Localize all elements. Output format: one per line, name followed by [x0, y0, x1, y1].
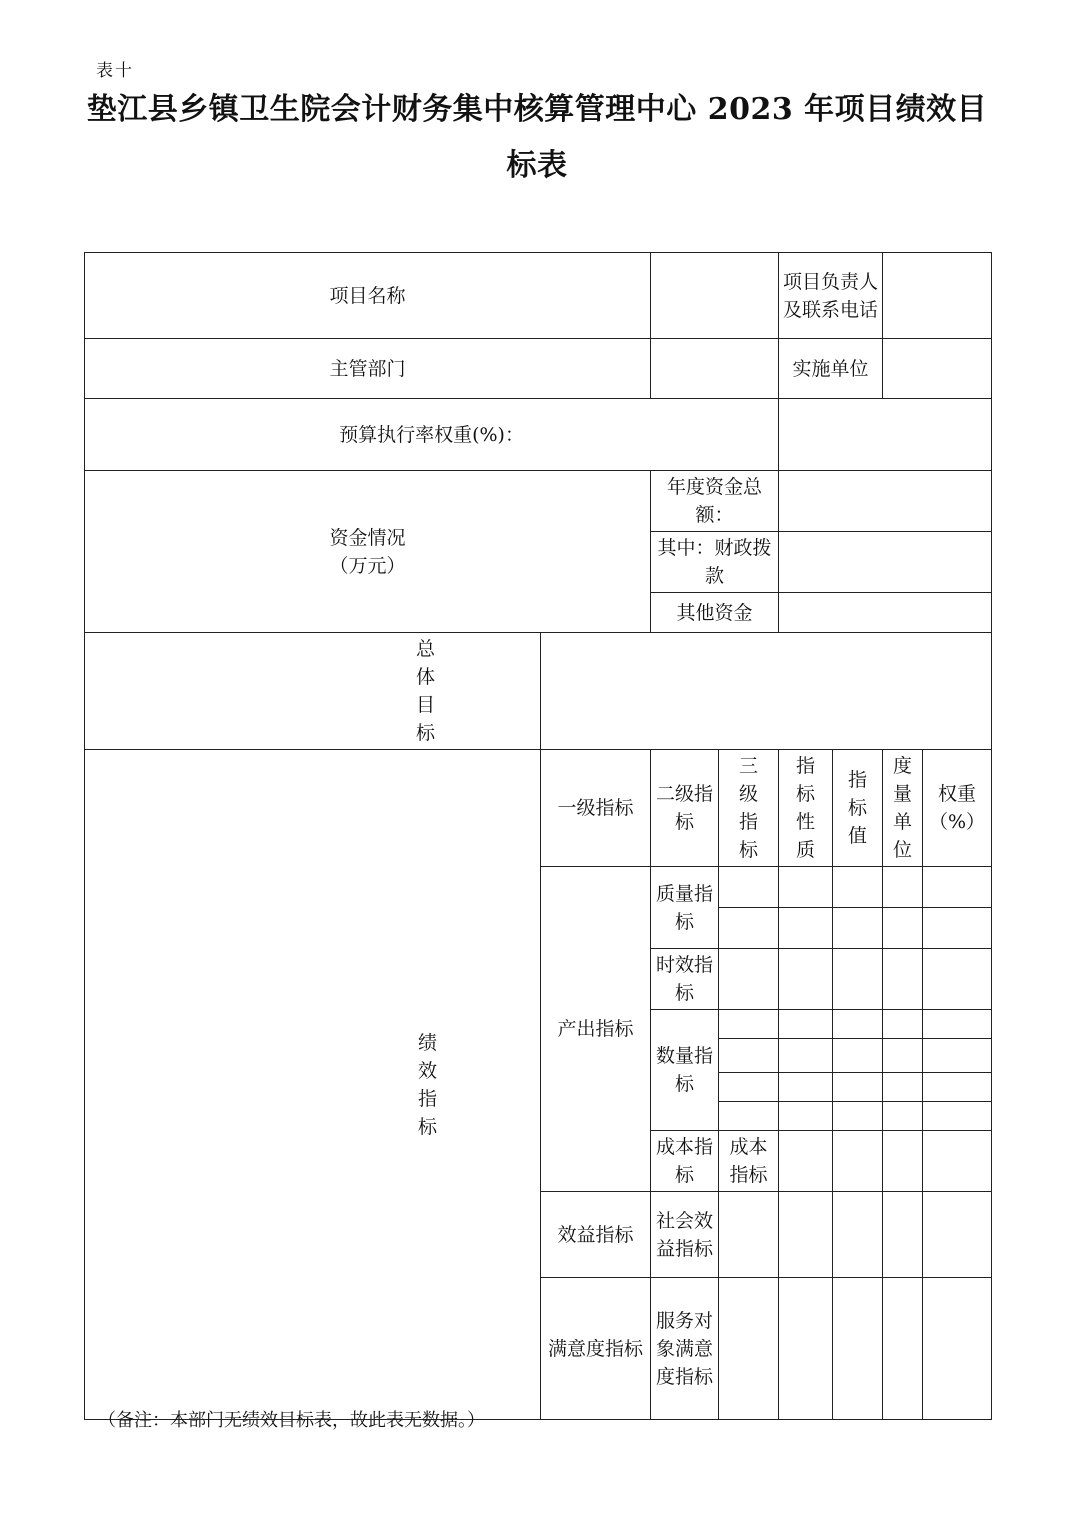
header-level3 [719, 750, 779, 867]
overall-goal-char: 目 [415, 694, 435, 716]
cell[interactable] [779, 1131, 833, 1192]
cell[interactable] [719, 1278, 779, 1420]
header-char: 指 [796, 755, 816, 777]
fiscal-label: 其中：财政拨款 [651, 532, 779, 593]
header-char: 值 [848, 825, 868, 847]
cell[interactable] [833, 1102, 883, 1131]
contact-label: 项目负责人及联系电话 [779, 253, 883, 339]
cell[interactable] [923, 1278, 992, 1420]
header-char: 量 [893, 783, 913, 805]
cell[interactable] [883, 908, 923, 949]
cell[interactable] [779, 908, 833, 949]
header-level2: 二级指标 [651, 750, 719, 867]
header-char: 标 [848, 797, 868, 819]
header-nature [779, 750, 833, 867]
perf-label-char: 绩 [417, 1031, 437, 1054]
cell[interactable] [833, 1192, 883, 1278]
cell[interactable] [719, 867, 779, 908]
cell[interactable] [833, 1073, 883, 1102]
satisfaction-indicator-label: 满意度指标 [541, 1278, 651, 1420]
cell[interactable] [923, 1010, 992, 1039]
cell[interactable] [833, 908, 883, 949]
cell[interactable] [923, 908, 992, 949]
cell[interactable] [923, 1039, 992, 1073]
project-name-label: 项目名称 [85, 253, 651, 339]
perf-indicator-label [85, 750, 541, 1420]
header-weight: 权重（%） [923, 750, 992, 867]
quality-indicator-label: 质量指标 [651, 867, 719, 949]
service-satisfaction-indicator-label: 服务对象满意度指标 [651, 1278, 719, 1420]
cell[interactable] [719, 908, 779, 949]
cell[interactable] [719, 1192, 779, 1278]
annual-total-label: 年度资金总额： [651, 471, 779, 532]
perf-label-char: 指 [417, 1087, 437, 1110]
header-unit [883, 750, 923, 867]
cell[interactable] [923, 1073, 992, 1102]
cell[interactable] [779, 949, 833, 1010]
cell[interactable] [779, 1010, 833, 1039]
header-value [833, 750, 883, 867]
title-line-1: 垫江县乡镇卫生院会计财务集中核算管理中心 2023 年项目绩效目 [86, 92, 988, 127]
footnote: （备注：本部门无绩效目标表，故此表无数据。） [98, 1410, 485, 1431]
cell[interactable] [883, 1039, 923, 1073]
overall-goal-char: 标 [415, 722, 435, 744]
header-char: 三 [739, 755, 759, 777]
other-funds-label: 其他资金 [651, 593, 779, 633]
funds-label-cell [85, 471, 651, 633]
cell[interactable] [779, 867, 833, 908]
performance-goal-table [84, 252, 992, 1420]
perf-label-char: 标 [417, 1115, 437, 1138]
cell[interactable] [779, 1073, 833, 1102]
header-char: 性 [796, 811, 816, 833]
cell[interactable] [719, 1039, 779, 1073]
header-char: 标 [739, 839, 759, 861]
overall-goal-char: 总 [415, 638, 435, 660]
quantity-indicator-label: 数量指标 [651, 1010, 719, 1131]
cell[interactable] [883, 949, 923, 1010]
funds-unit: （万元） [329, 554, 406, 577]
header-char: 质 [796, 839, 816, 861]
header-char: 单 [893, 811, 913, 833]
output-indicator-label: 产出指标 [541, 867, 651, 1192]
timeliness-indicator-label: 时效指标 [651, 949, 719, 1010]
cell[interactable] [779, 1278, 833, 1420]
project-name-value[interactable] [651, 253, 779, 339]
cost-indicator-label: 成本指标 [651, 1131, 719, 1192]
header-char: 指 [739, 811, 759, 833]
cell[interactable] [779, 1192, 833, 1278]
overall-goal-char: 体 [415, 666, 435, 688]
annual-total-value[interactable] [779, 471, 992, 532]
cell[interactable] [923, 949, 992, 1010]
cell[interactable] [833, 949, 883, 1010]
cell[interactable] [779, 1102, 833, 1131]
contact-value[interactable] [883, 253, 992, 339]
dept-label: 主管部门 [85, 339, 651, 399]
cell[interactable] [883, 1073, 923, 1102]
budget-weight-value[interactable] [779, 399, 992, 471]
cell[interactable] [923, 867, 992, 908]
cell[interactable] [883, 1278, 923, 1420]
cell[interactable] [719, 1102, 779, 1131]
header-char: 位 [893, 839, 913, 861]
cell[interactable] [833, 867, 883, 908]
cell[interactable] [883, 867, 923, 908]
cell[interactable] [719, 1010, 779, 1039]
perf-label-char: 效 [417, 1059, 437, 1082]
header-level1: 一级指标 [541, 750, 651, 867]
title-line-2: 标表 [506, 148, 568, 183]
header-char: 指 [848, 769, 868, 791]
cell[interactable] [923, 1102, 992, 1131]
fiscal-value[interactable] [779, 532, 992, 593]
cell[interactable] [883, 1192, 923, 1278]
dept-value[interactable] [651, 339, 779, 399]
cell[interactable] [779, 1039, 833, 1073]
table-number: 表十 [96, 61, 134, 81]
social-benefit-indicator-label: 社会效益指标 [651, 1192, 719, 1278]
cell[interactable] [719, 1073, 779, 1102]
cell[interactable] [833, 1039, 883, 1073]
budget-weight-label: 预算执行率权重(%)： [85, 399, 779, 471]
cost-sub-indicator-label: 成本指标 [719, 1131, 779, 1192]
cell[interactable] [719, 949, 779, 1010]
other-funds-value[interactable] [779, 593, 992, 633]
cell[interactable] [833, 1010, 883, 1039]
overall-goal-value[interactable] [541, 633, 992, 750]
page-title [60, 82, 1014, 194]
impl-unit-label: 实施单位 [779, 339, 883, 399]
cell[interactable] [883, 1102, 923, 1131]
benefit-indicator-label: 效益指标 [541, 1192, 651, 1278]
cell[interactable] [923, 1131, 992, 1192]
funds-label: 资金情况 [329, 526, 406, 549]
impl-unit-value[interactable] [883, 339, 992, 399]
header-char: 度 [893, 755, 913, 777]
header-char: 标 [796, 783, 816, 805]
cell[interactable] [883, 1131, 923, 1192]
cell[interactable] [923, 1192, 992, 1278]
cell[interactable] [833, 1131, 883, 1192]
overall-goal-label [85, 633, 541, 750]
header-char: 级 [739, 783, 759, 805]
cell[interactable] [833, 1278, 883, 1420]
cell[interactable] [883, 1010, 923, 1039]
